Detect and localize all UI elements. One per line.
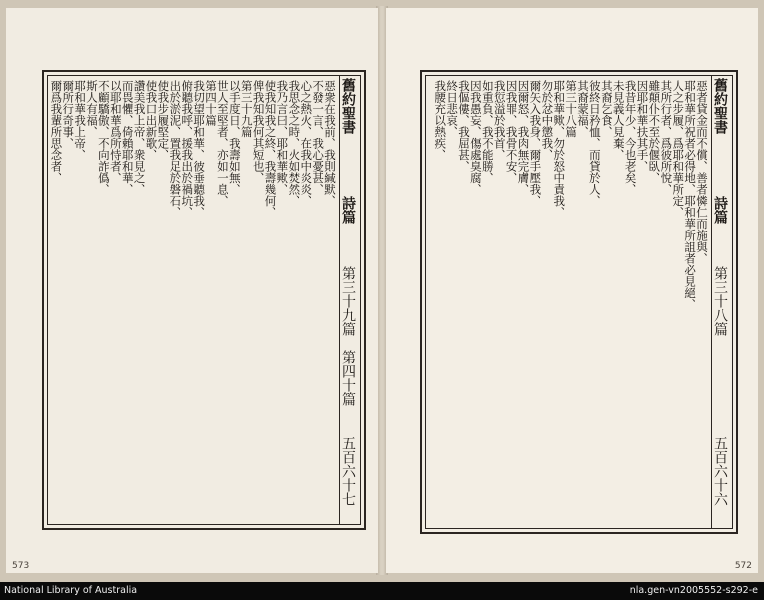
text-column: 因我愚妄、傷處臭腐、	[468, 80, 483, 195]
text-column: 爾矢入我身、爾手壓我、	[528, 80, 543, 207]
left-header-divider	[339, 76, 340, 524]
text-column: 使我口出新歌、	[144, 80, 159, 161]
left-inner-border	[47, 75, 361, 525]
text-column: 斯人有福、	[85, 80, 99, 138]
left-page-number: 五百六十七	[340, 436, 356, 506]
left-page	[6, 8, 378, 573]
text-column: 爾爲我輩所思念者、	[49, 80, 64, 184]
right-text-frame	[420, 70, 738, 534]
right-inner-border	[425, 75, 733, 529]
text-column: 不顧驕傲、不向詐僞、	[96, 80, 111, 195]
text-column: 我傴僂、我屈甚、	[457, 80, 471, 172]
left-text-frame	[42, 70, 366, 530]
text-column: 而畏懼、倚賴耶和華、	[120, 80, 135, 195]
text-column: 彼終日矜恤、而貸於人、	[587, 80, 602, 207]
text-column: 俯聽我呼、援我出於禍坑、	[180, 80, 195, 218]
right-header-divider	[711, 76, 712, 528]
text-column: 因爾怒、我肉無完膚、	[516, 80, 531, 195]
right-header-chapters: 第三十八篇	[712, 266, 728, 336]
text-column: 其裔乞食、	[599, 80, 614, 138]
text-column: 第三十八篇	[564, 80, 579, 138]
text-column: 以耶和華爲所恃者、	[108, 80, 123, 184]
text-column: 耶和華所祝者必得地、耶和華所詛者必見絕、	[683, 80, 698, 310]
text-column: 我腰充以熱疾、	[433, 80, 448, 161]
left-header-book: 詩篇	[340, 196, 356, 224]
text-column: 我昔年少、今也老矣、	[623, 80, 638, 195]
right-header-title: 舊約聖書	[712, 78, 728, 134]
text-column: 讚美我上帝、衆見之、	[132, 80, 147, 195]
text-column: 我切望耶和華、彼垂聽我、	[192, 80, 207, 218]
footer-library-name: National Library of Australia	[4, 585, 138, 596]
text-column: 我愆溢於我首、	[492, 80, 507, 161]
text-column: 心之熱火、在我中炎炎、	[299, 80, 314, 207]
left-header-title: 舊約聖書	[340, 78, 356, 134]
text-column: 其所行者、爲彼所悅、	[659, 80, 674, 195]
text-column: 耶和華我上帝、	[73, 80, 88, 161]
right-header-book: 詩篇	[712, 196, 728, 224]
text-column: 勿於忿中懲我、	[540, 80, 555, 161]
text-column: 雖顛仆不至於偃臥、	[647, 80, 662, 184]
text-column: 因我罪、我骨不安、	[504, 80, 519, 184]
text-column: 不發一言、我心憂甚、	[311, 80, 326, 195]
text-column: 惡衆在我前、我則緘默、	[323, 80, 337, 207]
text-column: 我思念之時、火如焚然、	[287, 80, 302, 207]
text-column: 第四十篇	[204, 80, 218, 126]
text-column: 耶和華歟、勿於怒中責我、	[552, 80, 567, 218]
text-column: 以手度日、我壽如無、	[227, 80, 242, 195]
text-column: 世人至堅者、亦如一息、	[215, 80, 230, 207]
left-header-chapters: 第三十九篇 第四十篇	[340, 266, 356, 406]
left-margin-note: 573	[12, 561, 30, 571]
text-column: 第三十九篇	[239, 80, 254, 138]
text-column: 俾我知我何其短也、	[251, 80, 266, 184]
text-column: 出於淤泥、置我足於磐石、	[168, 80, 183, 218]
text-column: 使我步履堅定、	[156, 80, 171, 161]
right-page	[386, 8, 758, 573]
text-column: 其裔蒙福、	[576, 80, 590, 138]
text-column: 如重負、我不能勝、	[480, 80, 495, 184]
text-column: 使我知我之終、我壽幾何、	[263, 80, 278, 218]
footer-bar	[0, 582, 764, 600]
text-column: 終日悲哀、	[445, 80, 460, 138]
text-column: 惡者貸金而不償、善者憐仁而施與、	[695, 80, 709, 264]
text-column: 因耶和華扶其手、	[635, 80, 650, 172]
text-column: 我乃言曰、耶和華歟、	[275, 80, 290, 195]
text-column: 未見義人見棄、	[611, 80, 626, 161]
right-page-number: 五百六十六	[712, 436, 728, 506]
footer-record-id: nla.gen-vn2005552-s292-e	[629, 585, 758, 596]
right-margin-note: 572	[734, 561, 752, 571]
text-column: 爾所行奇事、	[61, 80, 76, 149]
text-column: 人之步履、爲耶和華所定、	[671, 80, 686, 218]
